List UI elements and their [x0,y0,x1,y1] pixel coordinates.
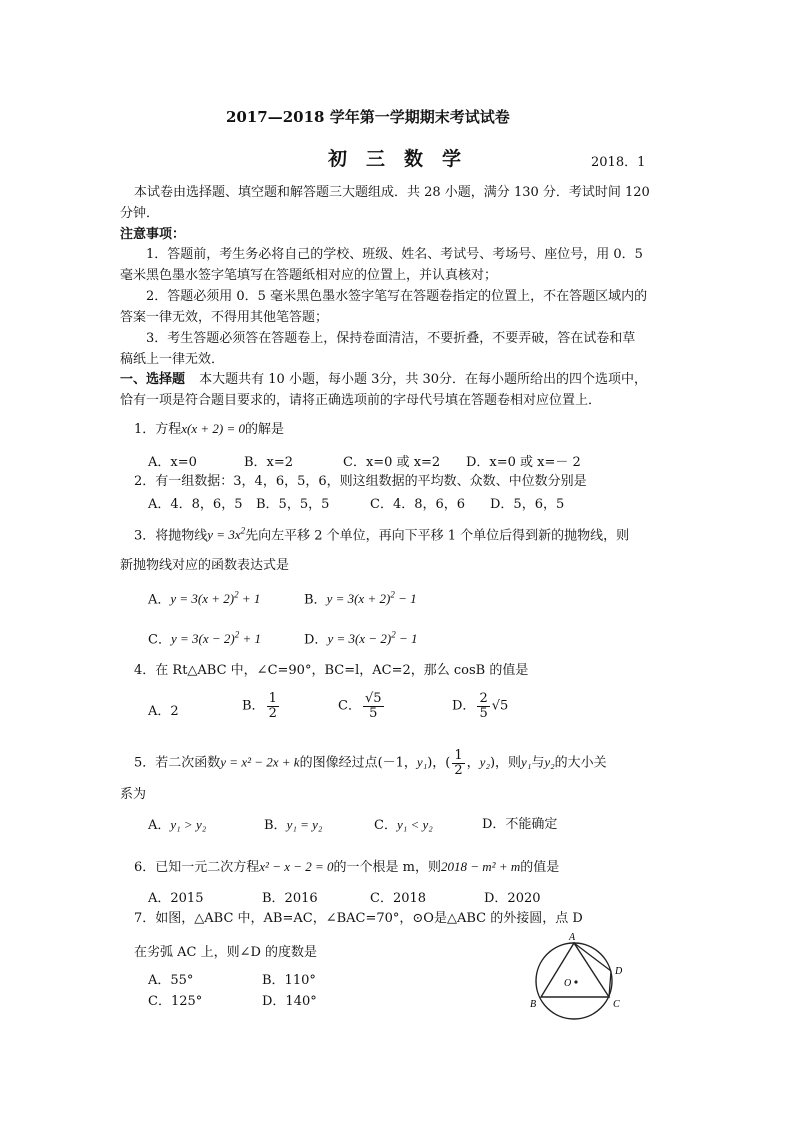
q5-b-label: B． [264,818,287,833]
exam-title: 2017—2018 学年第一学期期末考试试卷 [226,108,510,126]
q5-option-b [264,817,322,834]
q3-d-expr [327,631,417,646]
q3-b-expr [327,591,417,606]
q2-option-a: A．4．8，6，5 [148,497,243,512]
q3-b-base: y = 3(x + 2) [326,591,391,607]
q5-fraction [452,749,464,777]
label-o: O [564,978,572,989]
q4-c-label: C． [338,698,361,714]
q3-option-b [304,590,417,609]
q4-option-b [242,692,281,720]
center-point-o [574,980,577,983]
q2-option-d: D．5，6，5 [490,497,565,512]
q1-equation: x(x + 2) = 0 [181,421,246,436]
q6-equation: x² − x − 2 = 0 [259,859,334,874]
q6-option-c: C．2018 [370,891,427,906]
q4-d-numerator: 2 [479,691,488,706]
q4-b-fraction [267,692,279,720]
q6-prefix: 6．已知一元二次方程 [134,860,260,875]
note-1-line-2: 毫米黑色墨水签字笔填写在答题纸相对应的位置上，并认真核对； [120,268,498,283]
q7-line-1: 7．如图，△ABC 中，AB=AC，∠BAC=70°，⊙O是△ABC 的外接圆，点 D [134,911,583,926]
q5-line-2: 系为 [120,787,147,802]
q5-mid3: ， [466,755,480,771]
q6-mid: 的一个根是 m，则 [333,860,442,875]
q3-func-exp: 2 [240,526,246,536]
label-a: A [569,932,576,943]
q4-d-denominator: 5 [479,705,488,721]
q5-frac-denominator: 2 [454,762,463,778]
q1-option-c: C．x=0 或 x=2 [343,455,441,470]
q3-a-exp: 2 [234,590,239,600]
q7-option-d: D．140° [262,994,317,1009]
label-b: B [530,999,537,1010]
note-3-line-1: 3．考生答题必须答在答题卷上，保持卷面清洁，不要折叠，不要弄破，答在试卷和草 [146,331,636,346]
q5-mid2: )，( [427,755,451,771]
q4-d-tail: √5 [491,698,509,714]
q4-stem: 4．在 Rt△ABC 中，∠C=90°，BC=l，AC=2，那么 cosB 的值是 [134,663,529,678]
q5-frac-numerator: 1 [454,748,463,763]
q4-option-c [338,692,386,720]
section-1-desc-2: 恰有一项是符合题目要求的，请将正确选项前的字母代号填在答题卷相对应位置上． [120,393,602,408]
q7-circle-figure [524,931,628,1023]
q5-tail: 的大小关 [554,755,607,771]
q3-option-c [148,630,261,649]
q5-a-expr: y₁ > y₂ [170,817,207,832]
q5-prefix: 5．若二次函数 [134,755,221,771]
q6-tail: 的值是 [520,860,560,875]
q4-c-fraction [363,692,384,720]
note-3-line-2: 稿纸上一律无效． [120,352,225,367]
q1-prefix: 1．方程 [134,422,182,437]
q2-option-c: C．4．8，6，6 [370,497,466,512]
q3-d-label: D． [304,632,328,648]
q5-mid4: )，则 [489,755,522,771]
q5-y2: y₂ [479,754,490,770]
q4-c-numerator: √5 [364,691,382,706]
q5-a-label: A． [148,818,171,833]
q1-suffix: 的解是 [245,422,285,437]
q3-a-tail: + 1 [238,591,261,607]
q2-stem: 2．有一组数据：3，4，6，5，6，则这组数据的平均数、众数、中位数分别是 [134,474,587,489]
intro-line-1: 本试卷由选择题、填空题和解答题三大题组成．共 28 小题，满分 130 分．考试时间 120 [134,185,650,200]
q3-d-tail: − 1 [395,631,418,647]
q5-c-expr: y₁ < y₂ [396,817,433,832]
label-d: D [615,966,623,977]
exam-date: 2018．1 [591,155,646,170]
q3-d-base: y = 3(x − 2) [327,631,392,647]
q3-c-expr [171,631,261,646]
q4-option-d [452,692,508,720]
q4-c-denominator: 5 [369,705,378,721]
q4-d-label: D． [452,698,476,714]
q5-option-a [148,817,206,834]
q5-option-c [374,817,433,834]
q5-stem [134,749,607,777]
q3-c-base: y = 3(x − 2) [170,631,235,647]
q4-b-numerator: 1 [268,691,277,706]
q6-stem [134,859,559,876]
q3-mid: 先向左平移 2 个单位，再向下平移 1 个单位后得到新的抛物线，则 [245,528,630,544]
q5-function: y = x² − 2x + k [220,754,300,770]
q4-b-denominator: 2 [268,705,277,721]
circumcircle [536,943,612,1019]
q6-option-d: D．2020 [484,891,541,906]
q2-option-b: B．5，5，5 [256,497,330,512]
q1-option-b: B．x=2 [244,455,294,470]
q3-c-tail: + 1 [239,631,261,647]
q6-option-a: A．2015 [148,891,204,906]
q3-func-base: y = 3x [207,527,241,543]
q5-c-label: C． [374,818,397,833]
section-1-desc-1: 本大题共有 10 小题，每小题 3分，共 30分．在每小题所给出的四个选项中， [199,372,648,387]
q5-y1-compare: y₁ [521,754,532,770]
q4-option-a: A．2 [148,704,179,719]
q3-a-base: y = 3(x + 2) [170,591,235,607]
intro-line-2: 分钟． [120,206,160,221]
subject-title: 初 三 数 学 [328,148,462,170]
q3-option-d [304,630,417,649]
q3-b-exp: 2 [390,590,395,600]
q5-mid: 的图像经过点(－1， [299,755,417,771]
q7-option-b: B．110° [262,973,316,988]
q1-stem [134,421,284,438]
q3-d-exp: 2 [391,630,396,640]
label-c: C [613,999,620,1010]
q7-option-a: A．55° [148,973,194,988]
q3-stem [134,526,629,545]
q3-option-a [148,590,260,609]
q7-option-c: C．125° [148,994,203,1009]
q5-option-d: D．不能确定 [482,817,558,832]
q6-expression: 2018 − m² + m [441,859,521,874]
note-2-line-2: 答案一律无效，不得用其他笔答题； [120,310,329,325]
q5-mid5: 与 [531,755,545,771]
q4-b-label: B． [242,698,265,714]
note-1-line-1: 1．答题前，考生务必将自己的学校、班级、姓名、考试号、考场号、座位号，用 0．5 [146,247,643,262]
q1-option-a: A．x=0 [148,455,197,470]
section-1-header [120,372,647,388]
q4-d-fraction [477,692,489,720]
q3-a-label: A． [148,592,171,608]
q5-y1: y₁ [416,754,428,770]
q6-option-b: B．2016 [262,891,318,906]
q3-b-label: B． [304,592,327,608]
notes-heading: 注意事项： [120,227,186,242]
q3-c-exp: 2 [234,630,240,640]
q5-b-expr: y₁ = y₂ [286,817,323,832]
q3-a-expr [170,591,260,606]
q7-line-2: 在劣弧 AC 上，则∠D 的度数是 [134,945,318,960]
q5-y2-compare: y₂ [544,754,555,770]
q3-c-label: C． [148,632,171,648]
q1-option-d: D．x=0 或 x=－ 2 [466,455,581,470]
q3-prefix: 3．将抛物线 [134,528,208,544]
q3-line-2: 新抛物线对应的函数表达式是 [120,558,290,573]
section-1-label: 一、选择题 [120,372,186,387]
note-2-line-1: 2．答题必须用 0．5 毫米黑色墨水签字笔写在答题卷指定的位置上，不在答题区域内的 [146,289,648,304]
q3-b-tail: − 1 [394,591,417,607]
q3-function [207,527,245,542]
